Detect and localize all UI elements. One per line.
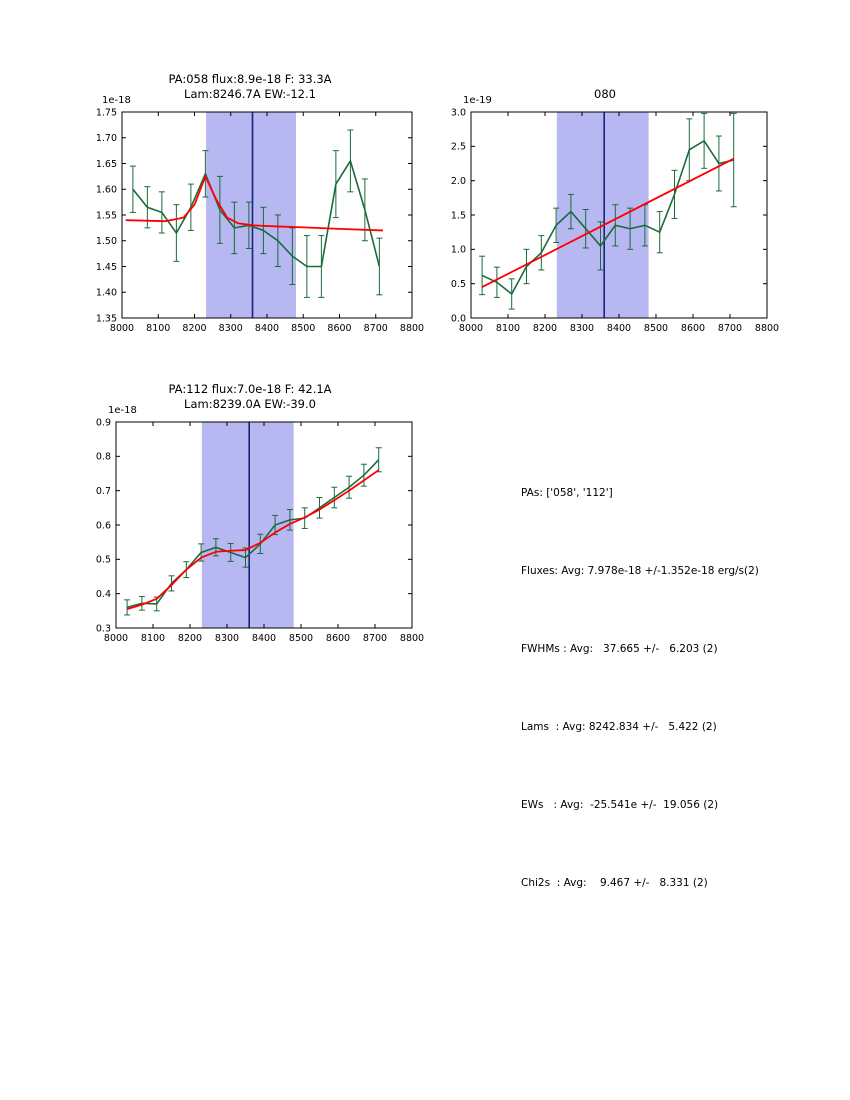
svg-text:1.65: 1.65	[95, 158, 117, 170]
svg-text:8200: 8200	[532, 323, 558, 334]
svg-text:8100: 8100	[146, 323, 171, 334]
plot-panel-pa080	[425, 70, 785, 380]
svg-text:8500: 8500	[288, 633, 314, 644]
plot-title-line2: Lam:8246.7A EW:-12.1	[184, 87, 316, 101]
y-offset-label-pa080: 1e-19	[463, 95, 492, 106]
svg-text:8300: 8300	[218, 323, 243, 334]
svg-text:8800: 8800	[399, 633, 425, 644]
svg-text:0.9: 0.9	[95, 417, 111, 429]
svg-text:8700: 8700	[362, 633, 388, 644]
stats-line-ews: EWs : Avg: -25.541e +/- 19.056 (2)	[521, 799, 719, 811]
svg-text:8000: 8000	[103, 633, 129, 644]
svg-text:8400: 8400	[254, 323, 280, 334]
svg-text:1.50: 1.50	[95, 236, 117, 248]
svg-text:3.0: 3.0	[450, 107, 466, 119]
plot-title-line1: 080	[594, 87, 616, 101]
statistics-summary	[521, 428, 759, 922]
svg-text:8100: 8100	[140, 633, 166, 644]
svg-text:1.55: 1.55	[95, 210, 117, 222]
svg-text:1.45: 1.45	[95, 261, 117, 273]
plot-title-line2: Lam:8239.0A EW:-39.0	[184, 397, 316, 411]
svg-text:8500: 8500	[643, 323, 669, 334]
plot-panel-pa112	[70, 380, 430, 690]
svg-text:8700: 8700	[363, 323, 388, 334]
svg-text:8600: 8600	[327, 323, 352, 334]
svg-text:8300: 8300	[569, 323, 595, 334]
svg-text:0.6: 0.6	[95, 520, 111, 532]
svg-text:8500: 8500	[291, 323, 316, 334]
svg-text:1.70: 1.70	[95, 133, 117, 145]
svg-text:0.0: 0.0	[450, 313, 466, 325]
svg-text:8200: 8200	[182, 323, 207, 334]
stats-line-lams: Lams : Avg: 8242.834 +/- 5.422 (2)	[521, 721, 717, 733]
svg-text:2.0: 2.0	[450, 176, 466, 188]
svg-text:8300: 8300	[214, 633, 240, 644]
svg-text:0.5: 0.5	[450, 279, 466, 291]
y-offset-label-pa112: 1e-18	[108, 405, 137, 416]
svg-text:2.5: 2.5	[450, 141, 466, 153]
y-offset-label-pa058: 1e-18	[102, 95, 131, 106]
svg-text:8400: 8400	[606, 323, 632, 334]
svg-text:8100: 8100	[495, 323, 521, 334]
stats-line-fluxes: Fluxes: Avg: 7.978e-18 +/-1.352e-18 erg/s(2)	[521, 565, 759, 577]
plot-panel-pa058	[70, 70, 430, 380]
svg-text:8800: 8800	[399, 323, 425, 334]
stats-line-fwhms: FWHMs : Avg: 37.665 +/- 6.203 (2)	[521, 643, 718, 655]
svg-text:8000: 8000	[458, 323, 484, 334]
svg-text:8600: 8600	[680, 323, 706, 334]
svg-text:8600: 8600	[325, 633, 351, 644]
svg-text:0.3: 0.3	[95, 623, 111, 635]
svg-text:1.35: 1.35	[95, 313, 117, 325]
svg-text:1.0: 1.0	[450, 244, 466, 256]
svg-text:8800: 8800	[754, 323, 780, 334]
svg-text:0.4: 0.4	[95, 589, 111, 601]
svg-text:8400: 8400	[251, 633, 277, 644]
svg-text:0.8: 0.8	[95, 451, 111, 463]
svg-text:0.5: 0.5	[95, 554, 111, 566]
plot-svg-pa080	[425, 70, 785, 380]
svg-text:1.5: 1.5	[450, 210, 466, 222]
plot-svg-pa112	[70, 380, 430, 690]
svg-text:0.7: 0.7	[95, 486, 111, 498]
svg-text:8000: 8000	[109, 323, 135, 334]
svg-text:1.40: 1.40	[95, 287, 117, 299]
stats-line-pas: PAs: ['058', '112']	[521, 487, 613, 499]
plot-title-line1: PA:112 flux:7.0e-18 F: 42.1A	[168, 382, 332, 396]
stats-line-chi2s: Chi2s : Avg: 9.467 +/- 8.331 (2)	[521, 877, 708, 889]
plot-title-line1: PA:058 flux:8.9e-18 F: 33.3A	[168, 72, 332, 86]
svg-text:1.75: 1.75	[95, 107, 117, 119]
svg-text:1.60: 1.60	[95, 184, 117, 196]
svg-text:8200: 8200	[177, 633, 203, 644]
plot-svg-pa058	[70, 70, 430, 380]
svg-text:8700: 8700	[717, 323, 743, 334]
